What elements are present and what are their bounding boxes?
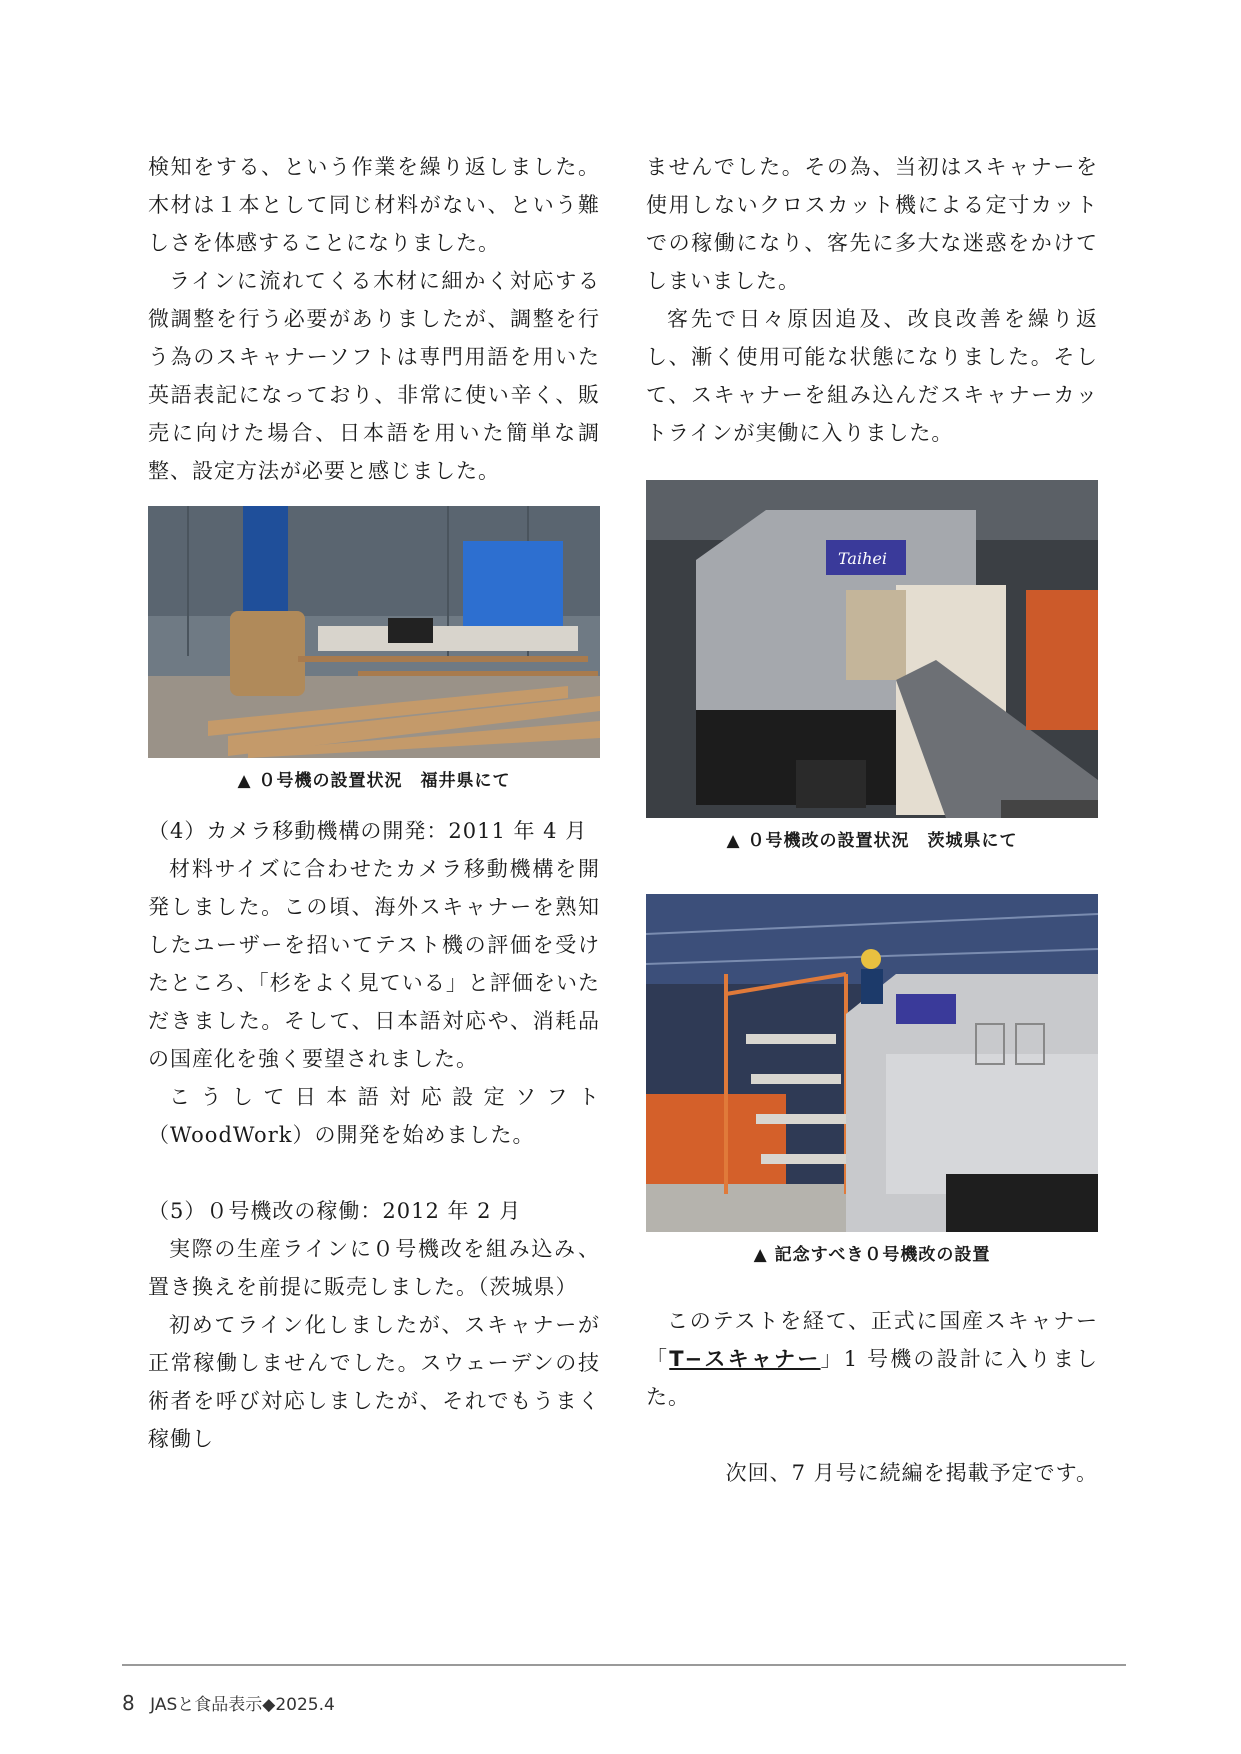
paragraph: 検知をする、という作業を繰り返しました。木材は１本として同じ材料がない、という難しさを体感することになりました。 [148, 155, 600, 255]
product-name: T−スキャナー [669, 1347, 821, 1371]
closing-note: 次回、7 月号に続編を掲載予定です。 [725, 1461, 1098, 1485]
left-column-lower [148, 812, 600, 1458]
right-column [646, 148, 1098, 452]
photo2-caption: ▲ ０号機改の設置状況 茨城県にて [726, 831, 1018, 851]
photo-illustration [148, 506, 600, 758]
paragraph: ラインに流れてくる木材に細かく対応する微調整を行う必要がありましたが、調整を行う為のスキャナーソフトは専門用語を用いた英語表記になっており、非常に使い辛く、販売に向けた場合、日本語を用いた簡単な調整、設定方法が必要と感じました。 [148, 269, 600, 483]
photo-illustration [646, 480, 1098, 818]
page-number: 8 [122, 1691, 135, 1715]
photo-machine-0-kai-memorial [646, 894, 1098, 1232]
section4-heading: （4）カメラ移動機構の開発：2011 年 4 月 [148, 819, 588, 843]
photo1-caption: ▲ ０号機の設置状況 福井県にて [237, 771, 511, 791]
photo-machine-0-fukui [148, 506, 600, 758]
paragraph: このテストを経て、正式に国産スキャナー「T−スキャナー」1 号機の設計に入りました。 [646, 1309, 1098, 1409]
publication-name: JASと食品表示◆2025.4 [150, 1695, 335, 1715]
right-column-lower [646, 1302, 1098, 1492]
footer [122, 1690, 335, 1715]
paragraph: ませんでした。その為、当初はスキャナーを使用しないクロスカット機による定寸カットでの稼働になり、客先に多大な迷惑をかけてしまいました。 [646, 155, 1098, 293]
paragraph: 初めてライン化しましたが、スキャナーが正常稼働しませんでした。スウェーデンの技術者を呼び対応しましたが、それでもうまく稼働し [148, 1313, 600, 1451]
paragraph: 客先で日々原因追及、改良改善を繰り返し、漸く使用可能な状態になりました。そして、スキャナーを組み込んだスキャナーカットラインが実働に入りました。 [646, 307, 1098, 445]
photo-illustration [646, 894, 1098, 1232]
left-column [148, 148, 600, 490]
photo3-caption: ▲ 記念すべき０号機改の設置 [753, 1245, 991, 1265]
paragraph: 実際の生産ラインに０号機改を組み込み、置き換えを前提に販売しました。（茨城県） [148, 1237, 600, 1299]
photo-machine-0-kai-ibaraki [646, 480, 1098, 818]
paragraph: 材料サイズに合わせたカメラ移動機構を開発しました。この頃、海外スキャナーを熟知したユーザーを招いてテスト機の評価を受けたところ、「杉をよく見ている」と評価をいただきました。そして、日本語対応や、消耗品の国産化を強く要望されました。 [148, 857, 600, 1071]
machine-brand-label: Taihei [838, 549, 887, 568]
paragraph: こうして日本語対応設定ソフト（WoodWork）の開発を始めました。 [148, 1085, 600, 1147]
section5-heading: （5）０号機改の稼働：2012 年 2 月 [148, 1199, 522, 1223]
footer-divider [122, 1664, 1126, 1666]
